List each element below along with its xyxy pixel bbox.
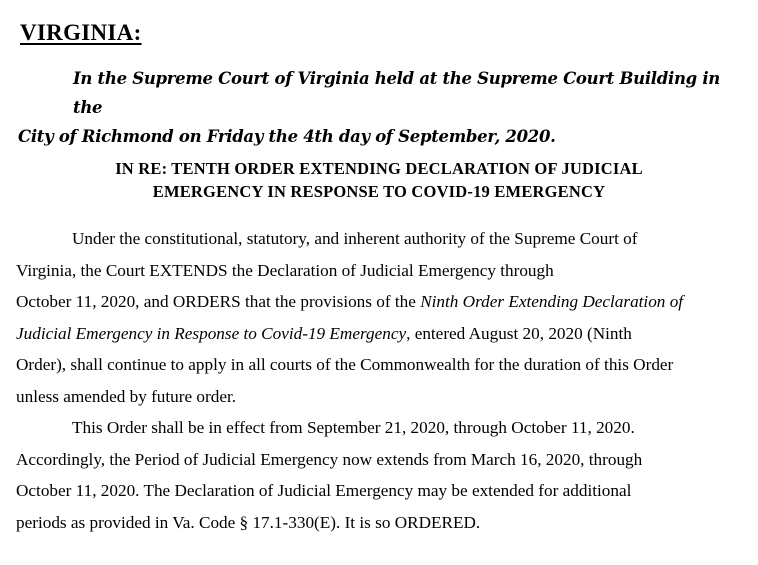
paragraph-2-line-1: This Order shall be in effect from September 21, 2020, through October 11, 2020. (72, 418, 635, 437)
paragraph-2-line-2: Accordingly, the Period of Judicial Emergency now extends from March 16, 2020, through (16, 449, 643, 469)
caption-line-2: City of Richmond on Friday the 4th day of September, 2020. (18, 127, 556, 146)
order-title-line-2: EMERGENCY IN RESPONSE TO COVID-19 EMERGENCY (152, 182, 606, 201)
state-heading: VIRGINIA: (20, 20, 142, 45)
paragraph-1-line-3-text: October 11, 2020, and ORDERS that the provisions of the (16, 292, 421, 311)
order-title (0, 157, 758, 203)
paragraph-1-line-4-text: , entered August 20, 2020 (Ninth (406, 323, 632, 343)
caption-line-1: In the Supreme Court of Virginia held at the Supreme Court Building in the (73, 69, 721, 117)
ninth-order-title-part-1: Ninth Order Extending Declaration of (420, 292, 684, 311)
court-caption (18, 64, 748, 151)
paragraph-1-line-1: Under the constitutional, statutory, and inherent authority of the Supreme Court of (72, 229, 638, 248)
paragraph-1-line-5: Order), shall continue to apply in all courts of the Commonwealth for the duration of this Order (16, 355, 674, 374)
paragraph-1-line-3 (16, 286, 746, 318)
paragraph-1-line-2: Virginia, the Court EXTENDS the Declaration of Judicial Emergency through (16, 260, 554, 280)
ninth-order-title-part-2: Judicial Emergency in Response to Covid-19 Emergency (16, 323, 407, 343)
order-body (16, 223, 746, 538)
paragraph-2-line-3: October 11, 2020. The Declaration of Judicial Emergency may be extended for additional (16, 481, 632, 500)
order-title-line-1: IN RE: TENTH ORDER EXTENDING DECLARATION OF JUDICIAL (115, 159, 643, 178)
paragraph-1-line-4 (16, 318, 746, 350)
paragraph-2-line-4: periods as provided in Va. Code § 17.1-330(E). It is so ORDERED. (16, 512, 481, 532)
paragraph-1-line-6: unless amended by future order. (16, 386, 237, 406)
